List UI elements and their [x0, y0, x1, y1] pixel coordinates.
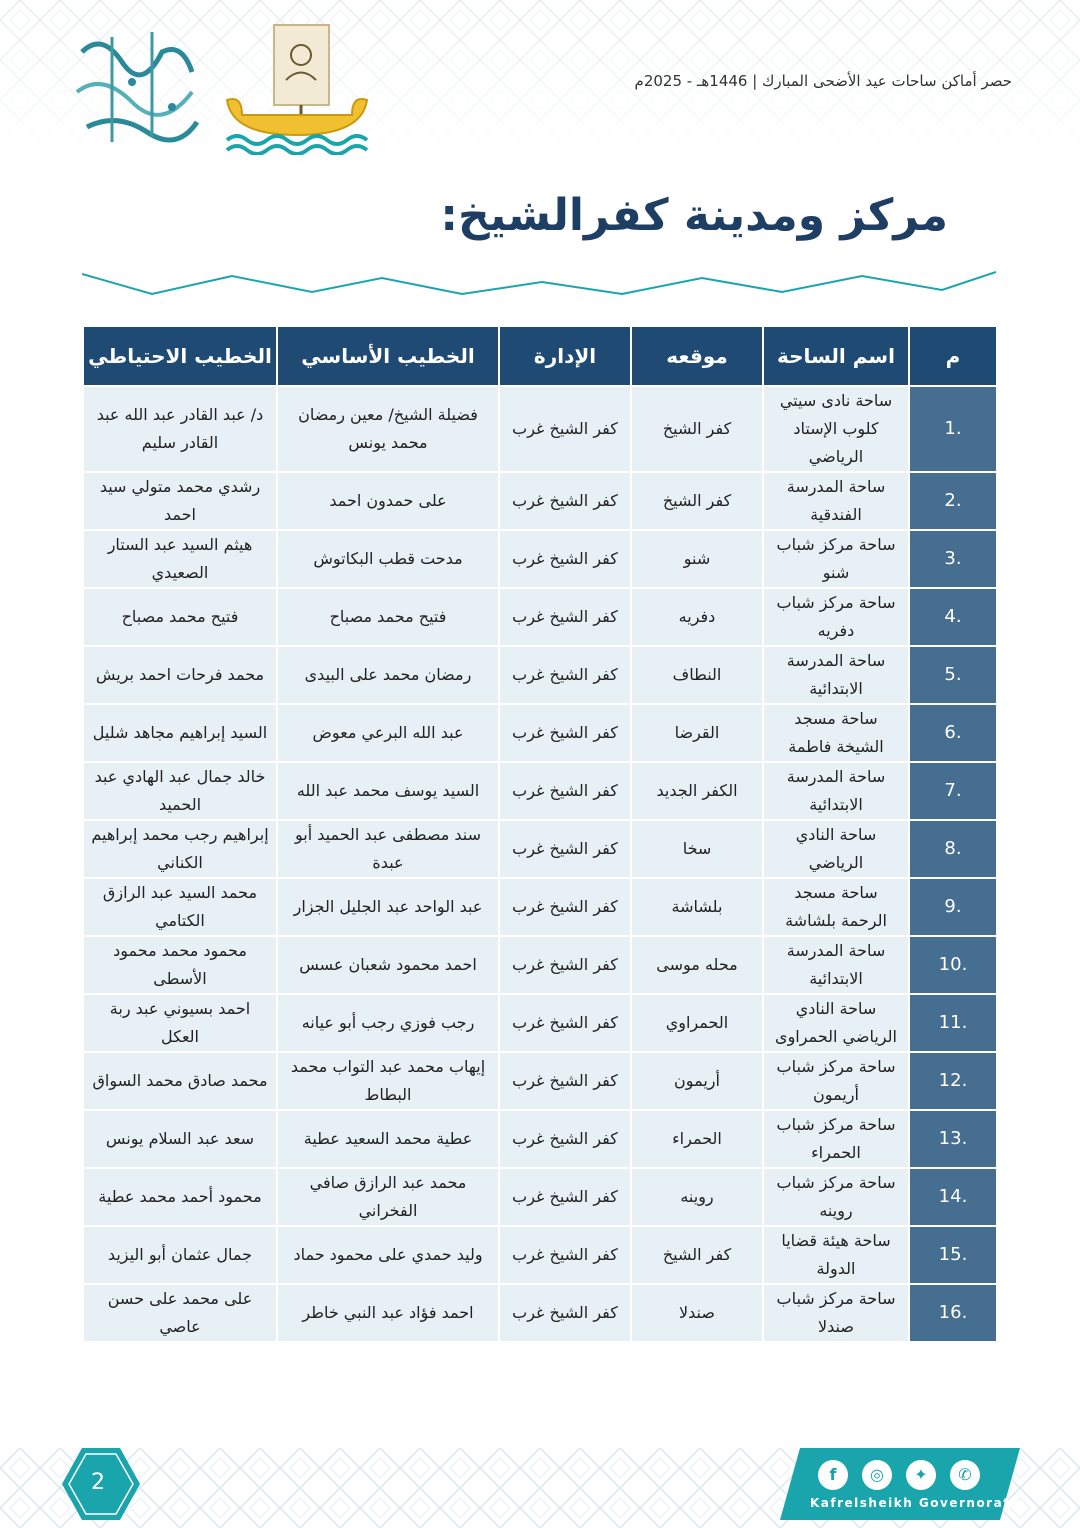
instagram-icon[interactable]: ◎: [862, 1460, 892, 1490]
wave-divider: [82, 262, 996, 302]
place-name-cell: ساحة مركز شباب الحمراء: [763, 1110, 909, 1168]
location-cell: محله موسى: [631, 936, 763, 994]
row-number-cell: .13: [909, 1110, 997, 1168]
main-preacher-cell: فتيح محمد مصباح: [277, 588, 499, 646]
backup-preacher-cell: د/ عبد القادر عبد الله عبد القادر سليم: [83, 386, 277, 472]
header-number: م: [909, 326, 997, 386]
administration-cell: كفر الشيخ غرب: [499, 1168, 631, 1226]
location-cell: دفريه: [631, 588, 763, 646]
location-cell: أريمون: [631, 1052, 763, 1110]
backup-preacher-cell: محمد السيد عبد الرازق الكتامي: [83, 878, 277, 936]
table-row: [83, 820, 997, 878]
main-preacher-cell: سند مصطفى عبد الحميد أبو عبدة: [277, 820, 499, 878]
main-preacher-cell: وليد حمدي على محمود حماد: [277, 1226, 499, 1284]
backup-preacher-cell: فتيح محمد مصباح: [83, 588, 277, 646]
backup-preacher-cell: هيثم السيد عبد الستار الصعيدي: [83, 530, 277, 588]
location-cell: النطاف: [631, 646, 763, 704]
backup-preacher-cell: خالد جمال عبد الهادي عبد الحميد: [83, 762, 277, 820]
administration-cell: كفر الشيخ غرب: [499, 704, 631, 762]
administration-cell: كفر الشيخ غرب: [499, 1110, 631, 1168]
backup-preacher-cell: سعد عبد السلام يونس: [83, 1110, 277, 1168]
row-number-cell: .5: [909, 646, 997, 704]
location-cell: الكفر الجديد: [631, 762, 763, 820]
location-cell: الحمراء: [631, 1110, 763, 1168]
main-preacher-cell: رمضان محمد على البيدى: [277, 646, 499, 704]
location-cell: شنو: [631, 530, 763, 588]
location-cell: كفر الشيخ: [631, 1226, 763, 1284]
main-preacher-cell: احمد محمود شعبان عسس: [277, 936, 499, 994]
table-row: [83, 530, 997, 588]
table-row: [83, 994, 997, 1052]
administration-cell: كفر الشيخ غرب: [499, 1052, 631, 1110]
main-preacher-cell: محمد عبد الرازق صافي الفخراني: [277, 1168, 499, 1226]
administration-cell: كفر الشيخ غرب: [499, 646, 631, 704]
table-row: [83, 1110, 997, 1168]
backup-preacher-cell: إبراهيم رجب محمد إبراهيم الكناني: [83, 820, 277, 878]
row-number-cell: .7: [909, 762, 997, 820]
row-number-cell: .6: [909, 704, 997, 762]
facebook-icon[interactable]: f: [818, 1460, 848, 1490]
place-name-cell: ساحة مسجد الشيخة فاطمة: [763, 704, 909, 762]
table-row: [83, 936, 997, 994]
header-place: اسم الساحة: [763, 326, 909, 386]
place-name-cell: ساحة النادي الرياضي الحمراوى: [763, 994, 909, 1052]
header-backup-preacher: الخطيب الاحتياطي: [83, 326, 277, 386]
table-row: [83, 1168, 997, 1226]
main-preacher-cell: احمد فؤاد عبد النبي خاطر: [277, 1284, 499, 1342]
table-header-row: [83, 326, 997, 386]
main-preacher-cell: عبد الله البرعي معوض: [277, 704, 499, 762]
page-title: مركز ومدينة كفرالشيخ:: [440, 190, 948, 241]
row-number-cell: .10: [909, 936, 997, 994]
place-name-cell: ساحة مسجد الرحمة بلشاشة: [763, 878, 909, 936]
table-row: [83, 1226, 997, 1284]
administration-cell: كفر الشيخ غرب: [499, 386, 631, 472]
backup-preacher-cell: محمود محمد محمود الأسطى: [83, 936, 277, 994]
backup-preacher-cell: السيد إبراهيم مجاهد شليل: [83, 704, 277, 762]
main-preacher-cell: على حمدون احمد: [277, 472, 499, 530]
table-row: [83, 1052, 997, 1110]
row-number-cell: .12: [909, 1052, 997, 1110]
administration-cell: كفر الشيخ غرب: [499, 820, 631, 878]
location-cell: كفر الشيخ: [631, 472, 763, 530]
header-location: موقعه: [631, 326, 763, 386]
place-name-cell: ساحة نادى سيتي كلوب الإستاد الرياضي: [763, 386, 909, 472]
main-preacher-cell: رجب فوزي رجب أبو عيانه: [277, 994, 499, 1052]
table-row: [83, 588, 997, 646]
row-number-cell: .1: [909, 386, 997, 472]
administration-cell: كفر الشيخ غرب: [499, 472, 631, 530]
place-name-cell: ساحة مركز شباب صندلا: [763, 1284, 909, 1342]
place-name-cell: ساحة المدرسة الابتدائية: [763, 646, 909, 704]
row-number-cell: .15: [909, 1226, 997, 1284]
place-name-cell: ساحة مركز شباب دفريه: [763, 588, 909, 646]
row-number-cell: .8: [909, 820, 997, 878]
table-row: [83, 704, 997, 762]
row-number-cell: .16: [909, 1284, 997, 1342]
location-cell: القرضا: [631, 704, 763, 762]
place-name-cell: ساحة المدرسة الفندقية: [763, 472, 909, 530]
row-number-cell: .4: [909, 588, 997, 646]
administration-cell: كفر الشيخ غرب: [499, 878, 631, 936]
table-row: [83, 762, 997, 820]
place-name-cell: ساحة مركز شباب شنو: [763, 530, 909, 588]
table-row: [83, 386, 997, 472]
table-row: [83, 646, 997, 704]
row-number-cell: .14: [909, 1168, 997, 1226]
place-name-cell: ساحة هيئة قضايا الدولة: [763, 1226, 909, 1284]
location-cell: سخا: [631, 820, 763, 878]
location-cell: الحمراوي: [631, 994, 763, 1052]
governorate-boat-logo: [222, 20, 372, 155]
administration-cell: كفر الشيخ غرب: [499, 1226, 631, 1284]
place-name-cell: ساحة المدرسة الابتدائية: [763, 936, 909, 994]
place-name-cell: ساحة مركز شباب أريمون: [763, 1052, 909, 1110]
table-row: [83, 1284, 997, 1342]
backup-preacher-cell: على محمد على حسن عاصي: [83, 1284, 277, 1342]
backup-preacher-cell: رشدي محمد متولي سيد احمد: [83, 472, 277, 530]
page-number: 2: [91, 1470, 105, 1495]
location-cell: روينه: [631, 1168, 763, 1226]
row-number-cell: .2: [909, 472, 997, 530]
backup-preacher-cell: احمد بسيوني عبد ربة العكل: [83, 994, 277, 1052]
place-name-cell: ساحة النادي الرياضي: [763, 820, 909, 878]
main-preacher-cell: مدحت قطب البكاتوش: [277, 530, 499, 588]
table-row: [83, 878, 997, 936]
row-number-cell: .3: [909, 530, 997, 588]
header-text: حصر أماكن ساحات عيد الأضحى المبارك | 1446هـ - 2025م: [634, 72, 1012, 90]
main-preacher-cell: فضيلة الشيخ/ معين رمضان محمد يونس: [277, 386, 499, 472]
governorate-name: Kafrelsheikh Governorate: [810, 1496, 1021, 1510]
row-number-cell: .9: [909, 878, 997, 936]
main-preacher-cell: إيهاب محمد عبد التواب محمد البطاط: [277, 1052, 499, 1110]
place-name-cell: ساحة مركز شباب روينه: [763, 1168, 909, 1226]
place-name-cell: ساحة المدرسة الابتدائية: [763, 762, 909, 820]
main-preacher-cell: السيد يوسف محمد عبد الله: [277, 762, 499, 820]
main-preacher-cell: عطية محمد السعيد عطية: [277, 1110, 499, 1168]
backup-preacher-cell: محمود أحمد محمد عطية: [83, 1168, 277, 1226]
ceremony-locations-table: [82, 325, 998, 1343]
location-cell: بلشاشة: [631, 878, 763, 936]
header-admin: الإدارة: [499, 326, 631, 386]
header-main-preacher: الخطيب الأساسي: [277, 326, 499, 386]
administration-cell: كفر الشيخ غرب: [499, 936, 631, 994]
location-cell: كفر الشيخ: [631, 386, 763, 472]
twitter-icon[interactable]: ✦: [906, 1460, 936, 1490]
backup-preacher-cell: جمال عثمان أبو اليزيد: [83, 1226, 277, 1284]
location-cell: صندلا: [631, 1284, 763, 1342]
backup-preacher-cell: محمد صادق محمد السواق: [83, 1052, 277, 1110]
administration-cell: كفر الشيخ غرب: [499, 588, 631, 646]
administration-cell: كفر الشيخ غرب: [499, 762, 631, 820]
backup-preacher-cell: محمد فرحات احمد بريش: [83, 646, 277, 704]
eid-calligraphy-logo: [62, 22, 212, 152]
row-number-cell: .11: [909, 994, 997, 1052]
main-preacher-cell: عبد الواحد عبد الجليل الجزار: [277, 878, 499, 936]
administration-cell: كفر الشيخ غرب: [499, 1284, 631, 1342]
administration-cell: كفر الشيخ غرب: [499, 530, 631, 588]
administration-cell: كفر الشيخ غرب: [499, 994, 631, 1052]
whatsapp-icon[interactable]: ✆: [950, 1460, 980, 1490]
table-row: [83, 472, 997, 530]
